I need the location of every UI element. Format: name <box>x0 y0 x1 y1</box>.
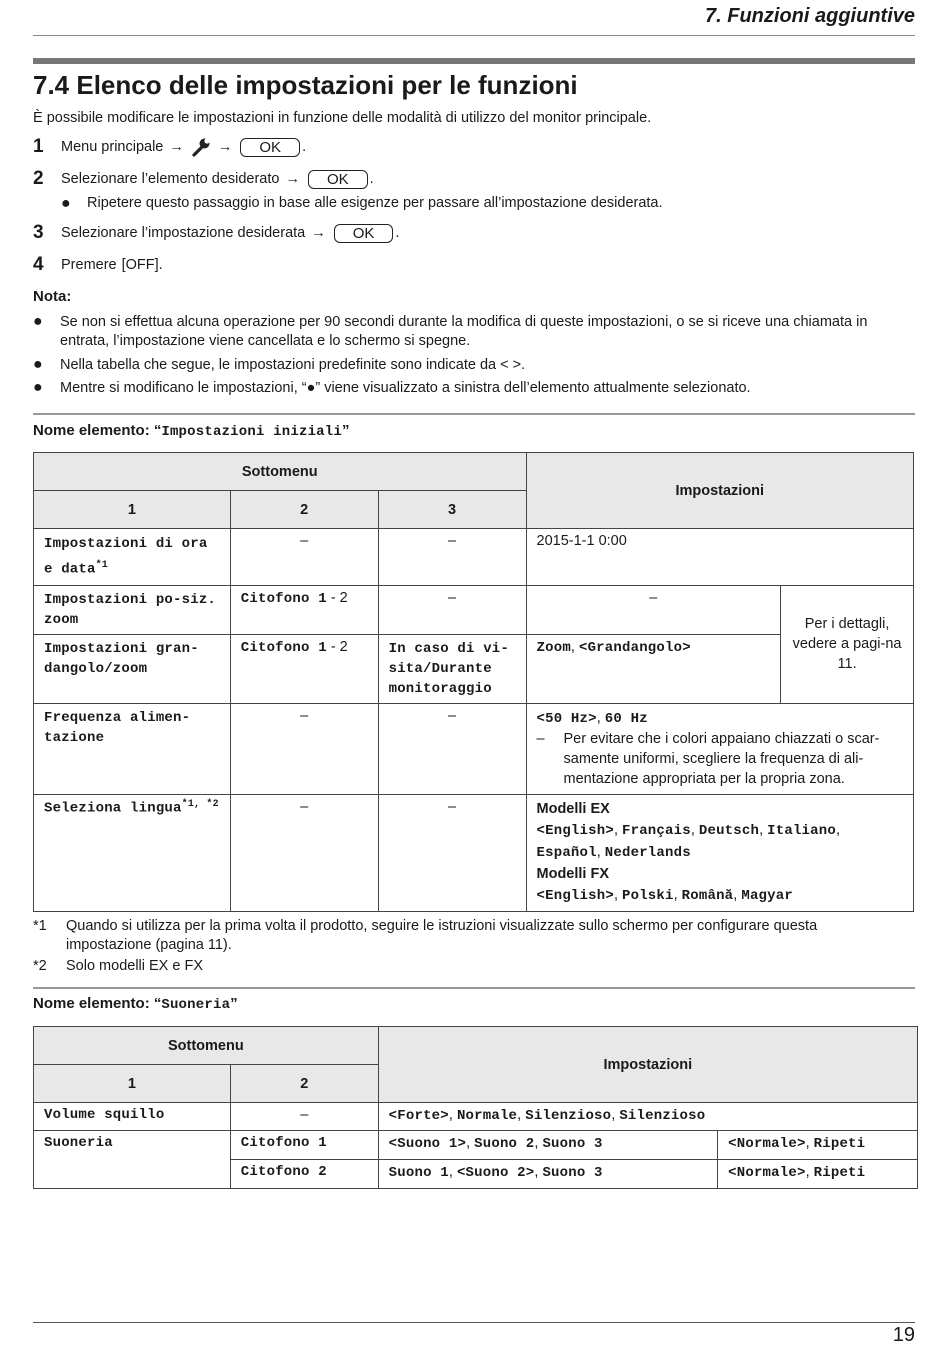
chapter-title: 7. Funzioni aggiuntive <box>705 5 915 27</box>
step-number: 4 <box>33 254 44 275</box>
arrow-right-icon: → <box>217 139 233 155</box>
header-col-2: 2 <box>230 491 378 529</box>
settings-table-ringtone <box>33 1026 918 1189</box>
header-submenu: Sottomenu <box>34 453 527 491</box>
footnote: *1 Quando si utilizza per la prima volta il prodotto, seguire le istruzioni visualizzate sullo schermo per configurare questa impostazione (pagina 11). <box>33 918 818 953</box>
separator <box>33 413 915 415</box>
header-rule <box>33 35 915 36</box>
step-number: 3 <box>33 222 44 243</box>
step-2: 2 Selezionare l’elemento desiderato → OK . <box>33 168 374 189</box>
section-intro: È possibile modificare le impostazioni in funzione delle modalità di utilizzo del monitor principale. <box>33 110 652 126</box>
table-row: Volume squillo – <Forte>, Normale, Silenzioso, Silenzioso <box>34 1103 918 1131</box>
ok-key: OK <box>334 224 394 243</box>
step-number: 1 <box>33 136 44 157</box>
step-text: Selezionare l’elemento desiderato <box>61 171 280 187</box>
footnote: *2 Solo modelli EX e FX <box>33 958 204 974</box>
header-col-1: 1 <box>34 491 231 529</box>
table-row: Impostazioni po-siz. zoom Citofono 1 - 2 – – Per i dettagli, vedere a pagi-na 11. <box>34 585 914 634</box>
step-4: 4 Premere [ OFF ]. <box>33 254 163 275</box>
page-number: 19 <box>892 1324 915 1346</box>
table-row: Impostazioni di ora e data$^{*1}$ – – 2015-1-1 0:00 <box>34 529 914 586</box>
step-1: 1 Menu principale → → OK . <box>33 136 307 157</box>
settings-table-initial <box>33 452 914 912</box>
arrow-right-icon: → <box>311 225 326 241</box>
separator <box>33 987 915 989</box>
bullet-icon: ● <box>61 195 71 212</box>
section-title: 7.4 Elenco delle impostazioni per le funzioni <box>33 70 578 100</box>
step-text: Menu principale <box>61 139 164 155</box>
note-item: ● Se non si effettua alcuna operazione per 90 secondi durante la modifica di queste impostazioni, o se si riceve una chiamata in entrata, l’impostazione viene cancellata e lo schermo si spegne. <box>33 313 868 349</box>
note-item: ● Mentre si modificano le impostazioni, “●” viene visualizzato a sinistra dell’elemento attualmente selezionato. <box>33 379 751 396</box>
table-row: Frequenza alimen-tazione – – <50 Hz>, 60 Hz – Per evitare che i colori appaiano chiazzati o scar-samente uniformi, scegliere la frequenza di ali-mentazione appropriata per la propria zona. <box>34 703 914 794</box>
table-row: Seleziona lingua$^{*1, *2}$ – – Modelli EX <English>, Français, Deutsch, Italiano, Español, Nederlands Modelli FX <English>, Polski, Română, Magyar <box>34 794 914 911</box>
arrow-right-icon: → <box>285 171 300 187</box>
step-number: 2 <box>33 168 44 189</box>
details-note: Per i dettagli, vedere a pagi-na 11. <box>781 585 914 703</box>
footer-rule <box>33 1322 915 1323</box>
step-3: 3 Selezionare l’impostazione desiderata → OK . <box>33 222 400 243</box>
header-settings: Impostazioni <box>526 453 913 529</box>
header-submenu: Sottomenu <box>34 1027 379 1065</box>
table-row: Citofono 2 Suono 1, <Suono 2>, Suono 3 <Normale>, Ripeti <box>34 1160 918 1189</box>
bullet-icon: ● <box>33 379 43 396</box>
off-key: OFF <box>125 257 155 273</box>
ok-key: OK <box>240 138 300 157</box>
table-row: Suoneria Citofono 1 <Suono 1>, Suono 2, Suono 3 <Normale>, Ripeti <box>34 1131 918 1160</box>
header-col-2: 2 <box>230 1065 378 1103</box>
header-bar <box>33 58 915 64</box>
step-text: Selezionare l’impostazione desiderata <box>61 225 306 241</box>
header-col-3: 3 <box>378 491 526 529</box>
table-row: Impostazioni gran-dangolo/zoom Citofono 1 - 2 In caso di vi-sita/Durante monitoraggio Zoom, <Grandangolo> <box>34 634 914 703</box>
nota-label: Nota: <box>33 288 72 305</box>
table1-label: Nome elemento: “Impostazioni iniziali” <box>33 422 350 440</box>
ok-key: OK <box>308 170 368 189</box>
step-text: Premere <box>61 257 117 273</box>
bullet-icon: ● <box>33 313 43 330</box>
step-2-bullet: ● Ripetere questo passaggio in base alle esigenze per passare all’impostazione desiderata. <box>61 195 663 212</box>
arrow-right-icon: → <box>169 139 184 155</box>
bullet-icon: ● <box>33 356 43 373</box>
table2-label: Nome elemento: “Suoneria” <box>33 995 238 1013</box>
header-col-1: 1 <box>34 1065 231 1103</box>
wrench-icon <box>190 136 212 158</box>
note-item: ● Nella tabella che segue, le impostazioni predefinite sono indicate da < >. <box>33 356 526 373</box>
header-settings: Impostazioni <box>378 1027 917 1103</box>
